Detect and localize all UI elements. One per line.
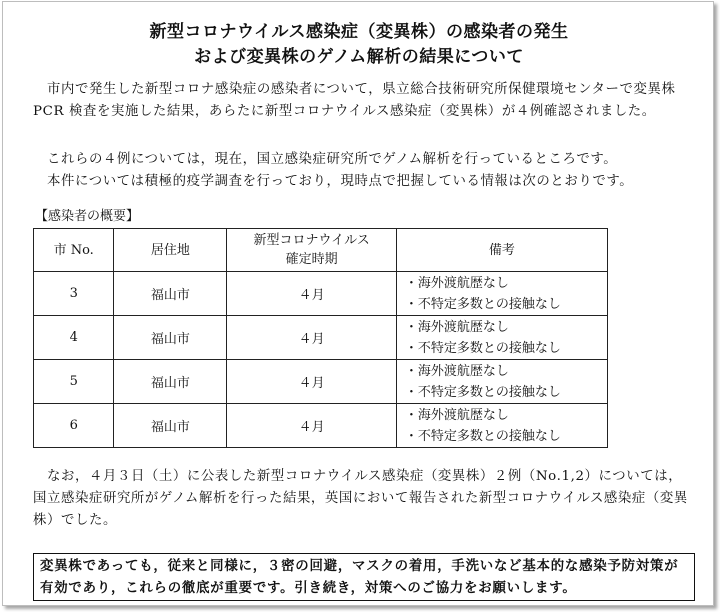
cell-confirmed: ４月 <box>227 404 396 448</box>
note-contact: ・不特定多数との接触なし <box>404 296 561 312</box>
cell-no: 6 <box>34 404 114 448</box>
section-label: 【感染者の概要】 <box>35 209 140 224</box>
cell-no: 3 <box>34 272 114 316</box>
note-contact: ・不特定多数との接触なし <box>404 428 561 444</box>
cell-notes <box>396 404 607 448</box>
cell-residence: 福山市 <box>114 404 227 448</box>
table-row <box>34 316 608 360</box>
cell-residence: 福山市 <box>114 360 227 404</box>
table-row <box>34 360 608 404</box>
cell-confirmed: ４月 <box>227 360 396 404</box>
previous-cases-paragraph: なお，４月３日（土）に公表した新型コロナウイルス感染症（変異株）２例（No.1,2）については，国立感染症研究所がゲノム解析を行った結果，英国において報告された新型コロナウイルス感染症（変異株）でした。 <box>33 469 688 528</box>
table-header-row <box>34 229 608 272</box>
document-page <box>2 1 714 606</box>
investigation-paragraph: 本件については積極的疫学調査を行っており，現時点で把握している情報は次のとおりです。 <box>47 174 634 189</box>
header-no: 市 No. <box>34 229 114 272</box>
cell-no: 4 <box>34 316 114 360</box>
note-travel: ・海外渡航歴なし <box>404 407 509 423</box>
cell-notes <box>396 360 607 404</box>
title-line-2: および変異株のゲノム解析の結果について <box>194 47 524 67</box>
title-line-1: 新型コロナウイルス感染症（変異株）の感染者の発生 <box>149 22 569 42</box>
cell-no: 5 <box>34 360 114 404</box>
header-confirmed <box>227 229 396 272</box>
note-contact: ・不特定多数との接触なし <box>404 340 561 356</box>
cell-confirmed: ４月 <box>227 272 396 316</box>
cell-notes <box>396 272 607 316</box>
cell-residence: 福山市 <box>114 316 227 360</box>
header-notes: 備考 <box>396 229 607 272</box>
cell-notes <box>396 316 607 360</box>
header-residence: 居住地 <box>114 229 227 272</box>
cell-confirmed: ４月 <box>227 316 396 360</box>
note-travel: ・海外渡航歴なし <box>404 275 509 291</box>
note-contact: ・不特定多数との接触なし <box>404 384 561 400</box>
prevention-notice: 変異株であっても，従来と同様に，３密の回避，マスクの着用，手洗いなど基本的な感染予防対策が有効であり，これらの徹底が重要です。引き続き，対策へのご協力をお願いします。 <box>33 553 695 601</box>
analysis-paragraph: これらの４例については，現在，国立感染症研究所でゲノム解析を行っているところです。 <box>47 152 618 167</box>
cell-residence: 福山市 <box>114 272 227 316</box>
intro-paragraph: 市内で発生した新型コロナ感染症の感染者について，県立総合技術研究所保健環境センターで変異株 PCR 検査を実施した結果，あらたに新型コロナウイルス感染症（変異株）が４例確認されました。 <box>33 82 676 119</box>
header-confirmed-line-1: 新型コロナウイルス <box>253 233 370 248</box>
table-row <box>34 404 608 448</box>
note-travel: ・海外渡航歴なし <box>404 363 509 379</box>
header-confirmed-line-2: 確定時期 <box>285 252 338 267</box>
cases-table <box>33 228 608 448</box>
document-title <box>3 20 715 70</box>
note-travel: ・海外渡航歴なし <box>404 319 509 335</box>
table-row <box>34 272 608 316</box>
